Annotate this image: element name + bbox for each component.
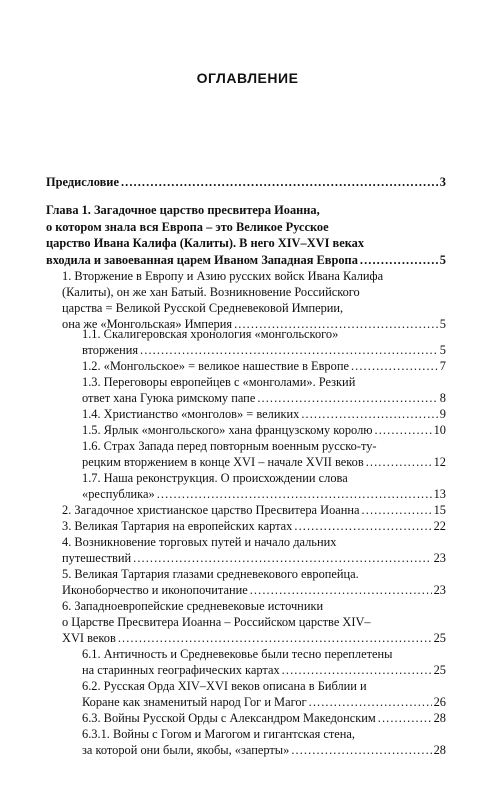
toc-entry-text-line: входила и завоеванная царем Иваном Западная Европа xyxy=(46,252,358,267)
page-number: 12 xyxy=(433,455,446,469)
dot-leader xyxy=(257,390,437,406)
toc-entry-text-line: вторжения xyxy=(82,343,139,357)
toc-entry xyxy=(82,438,446,470)
toc-entry-leader-line xyxy=(82,342,446,358)
page-number: 8 xyxy=(439,391,446,405)
toc-entry-leader-line xyxy=(62,502,446,518)
toc-entry-text-line: 4. Возникновение торговых путей и начало дальних xyxy=(62,535,337,549)
dot-leader xyxy=(360,252,438,269)
dot-leader xyxy=(366,454,432,470)
toc-entry-text-line: 3. Великая Тартария на европейских картах xyxy=(62,519,293,533)
toc-entry-text-line: о котором знала вся Европа – это Великое Русское xyxy=(46,219,329,234)
toc-entry-text-line: на старинных географических картах xyxy=(82,663,280,677)
page-number: 9 xyxy=(439,407,446,421)
toc-entry-text-line: «республика» xyxy=(82,487,155,501)
toc-entry-text-line: 1.7. Наша реконструкция. О происхождении слова xyxy=(82,471,348,485)
page-number: 23 xyxy=(433,583,446,597)
toc-entry xyxy=(82,326,446,358)
toc-entry-text-line: XVI веков xyxy=(62,631,116,645)
toc-entry xyxy=(82,710,446,726)
dot-leader xyxy=(375,422,432,438)
page-number: 23 xyxy=(433,551,446,565)
toc-entry xyxy=(46,174,446,191)
page-number: 5 xyxy=(439,252,446,267)
dot-leader xyxy=(157,486,432,502)
toc-entry-text-line: 1.3. Переговоры европейцев с «монголами». Резкий xyxy=(82,375,356,389)
toc-entry-leader-line xyxy=(82,694,446,710)
toc-entry-text-line: Коране как знаменитый народ Гог и Магог xyxy=(82,695,307,709)
toc-entry xyxy=(82,646,446,678)
toc-entry-leader-line xyxy=(82,390,446,406)
toc-entry xyxy=(62,566,446,598)
dot-leader xyxy=(309,694,432,710)
page-number: 5 xyxy=(439,317,446,331)
toc-entry-text-line: 1.4. Христианство «монголов» = великих xyxy=(82,407,300,421)
toc-entry-text-line: Иконоборчество и иконопочитание xyxy=(62,583,248,597)
toc-entry xyxy=(62,502,446,518)
toc-entry-text-line: за которой они были, якобы, «заперты» xyxy=(82,743,290,757)
dot-leader xyxy=(118,630,432,646)
toc-entry-leader-line xyxy=(46,174,446,191)
dot-leader xyxy=(121,174,438,191)
page-number: 3 xyxy=(439,175,446,189)
dot-leader xyxy=(362,502,432,518)
toc-entry xyxy=(62,518,446,534)
toc-entry-text-line: 1. Вторжение в Европу и Азию русских войск Ивана Калифа xyxy=(62,269,384,283)
page-number: 10 xyxy=(433,423,446,437)
toc-entry-text-line: 1.2. «Монгольское» = великое нашествие в Европе xyxy=(82,359,349,373)
toc-entry xyxy=(82,470,446,502)
toc-entry-leader-line xyxy=(62,518,446,534)
page-number: 25 xyxy=(433,631,446,645)
page-number: 28 xyxy=(433,743,446,757)
toc-entry-text-line: 1.1. Скалигеровская хронология «монгольского» xyxy=(82,327,339,341)
page-number: 28 xyxy=(433,711,446,725)
toc-entry-leader-line xyxy=(82,454,446,470)
page-number: 15 xyxy=(433,503,446,517)
toc-entry xyxy=(82,678,446,710)
toc-entry-text-line: 1.5. Ярлык «монгольского» хана французскому королю xyxy=(82,423,373,437)
toc-entry-text-line: 6.3. Войны Русской Орды с Александром Македонским xyxy=(82,711,376,725)
toc-entry-text-line: 6.2. Русская Орда XIV–XVI веков описана в Библии и xyxy=(82,679,367,693)
toc-entry-text-line: царства = Великой Русской Средневековой Империи, xyxy=(62,301,344,315)
page-number: 25 xyxy=(433,663,446,677)
dot-leader xyxy=(282,662,432,678)
page-number: 26 xyxy=(433,695,446,709)
toc-entry-text-line: 2. Загадочное христианское царство Пресвитера Иоанна xyxy=(62,503,360,517)
toc-entry-text-line: о Царстве Пресвитера Иоанна – Российском царстве XIV– xyxy=(62,615,371,629)
page-number: 7 xyxy=(439,359,446,373)
toc-entry xyxy=(82,374,446,406)
toc-entry-leader-line xyxy=(82,710,446,726)
toc-entry-leader-line xyxy=(82,422,446,438)
dot-leader xyxy=(378,710,432,726)
dot-leader xyxy=(133,550,431,566)
page-title: ОГЛАВЛЕНИЕ xyxy=(196,70,299,86)
toc-entry-text-line: 6.1. Античность и Средневековье были тесно переплетены xyxy=(82,647,393,661)
toc-entry xyxy=(82,726,446,758)
toc-entry xyxy=(46,202,446,268)
toc-entry-text-line: 6.3.1. Войны с Гогом и Магогом и гигантская стена, xyxy=(82,727,356,741)
toc-entry-text-line: она же «Монгольская» Империя xyxy=(62,317,233,331)
toc-entry-text-line: путешествий xyxy=(62,551,132,565)
dot-leader xyxy=(351,358,438,374)
dot-leader xyxy=(140,342,438,358)
toc-entry-leader-line xyxy=(62,630,446,646)
toc-entry xyxy=(82,358,446,374)
dot-leader xyxy=(250,582,432,598)
page-number: 22 xyxy=(433,519,446,533)
page-number: 5 xyxy=(439,343,446,357)
toc-entry-leader-line xyxy=(82,742,446,758)
dot-leader xyxy=(294,518,431,534)
toc-entry-leader-line xyxy=(82,358,446,374)
toc-entry xyxy=(82,406,446,422)
toc-entry-leader-line xyxy=(46,252,446,269)
toc-entry-text-line: Глава 1. Загадочное царство пресвитера Иоанна, xyxy=(46,203,320,217)
toc-entry-leader-line xyxy=(82,662,446,678)
page-number: 13 xyxy=(433,487,446,501)
toc-entry xyxy=(62,534,446,566)
toc-entry-text-line: 1.6. Страх Запада перед повторным военным русско-ту- xyxy=(82,439,377,453)
toc-entry-leader-line xyxy=(82,406,446,422)
toc-entry-text-line: 6. Западноевропейские средневековые источники xyxy=(62,599,324,613)
toc-entry xyxy=(62,598,446,646)
toc-entry-text-line: царство Ивана Калифа (Калиты). В него XIV–XVI веках xyxy=(46,236,365,250)
toc-entry-text-line: рецким вторжением в конце XVI – начале XVII веков xyxy=(82,455,364,469)
toc-entry-text-line: (Калиты), он же хан Батый. Возникновение Российского xyxy=(62,285,360,299)
dot-leader xyxy=(301,406,437,422)
toc-entry xyxy=(62,268,446,332)
toc-entry-text-line: ответ хана Гуюка римскому папе xyxy=(82,391,256,405)
toc-entry-leader-line xyxy=(82,486,446,502)
toc-entry-leader-line xyxy=(62,550,446,566)
toc-entry-text-line: Предисловие xyxy=(46,175,119,189)
toc-entry xyxy=(82,422,446,438)
toc-entry-text-line: 5. Великая Тартария глазами средневекового европейца. xyxy=(62,567,359,581)
toc-entry-leader-line xyxy=(62,582,446,598)
dot-leader xyxy=(291,742,431,758)
